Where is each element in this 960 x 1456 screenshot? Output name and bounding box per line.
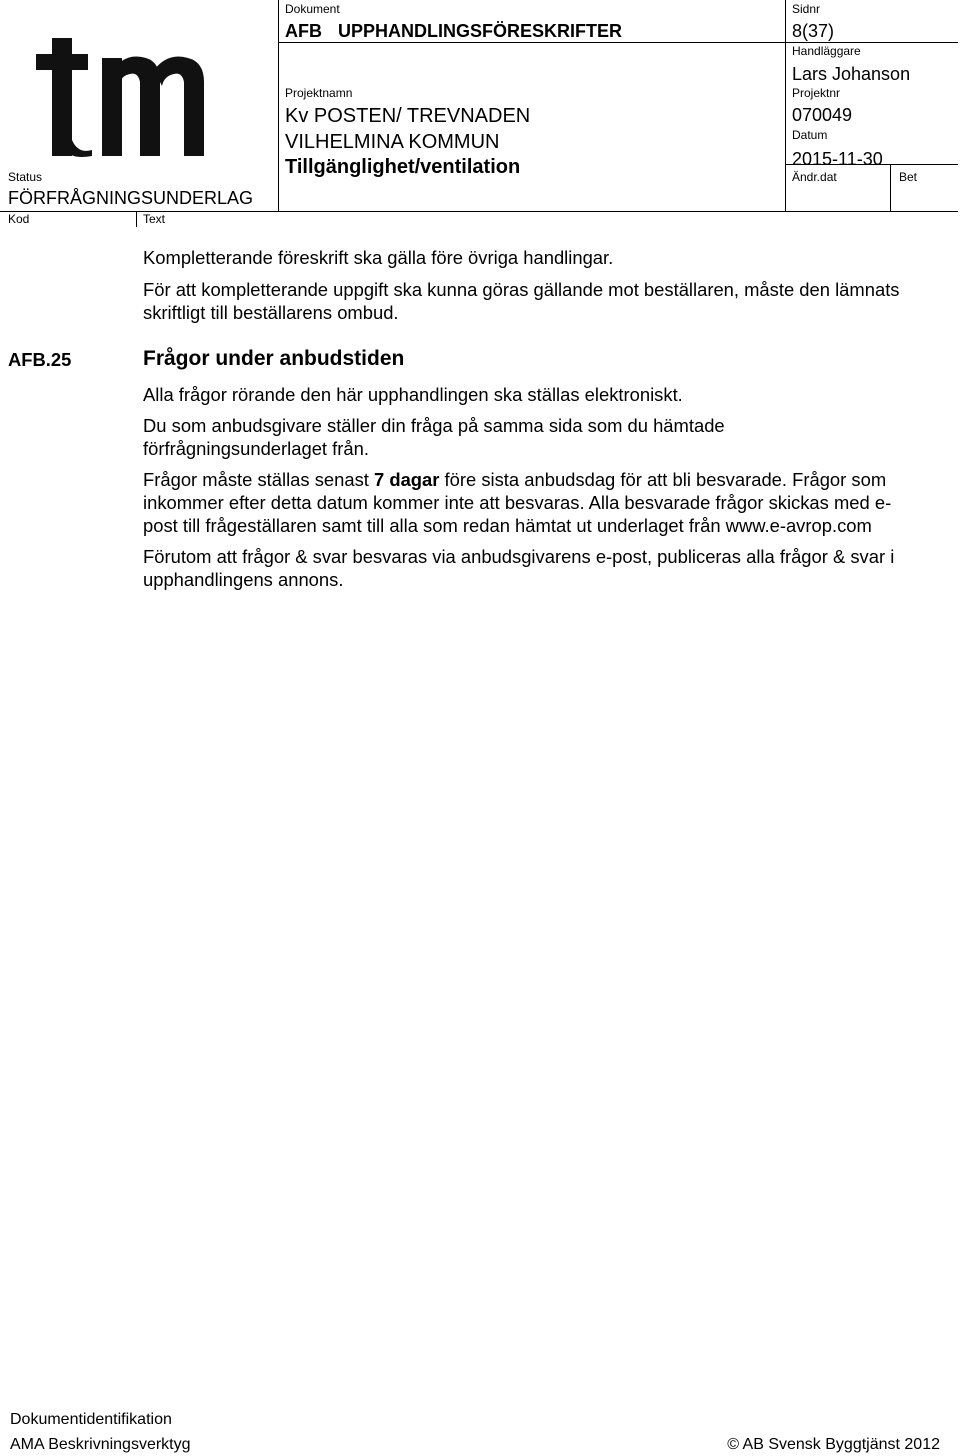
andr-label: Ändr.dat [792,170,837,184]
footer-tool: AMA Beskrivningsverktyg [10,1436,191,1453]
paragraph-3-end: före sista anbudsdag för att bli besvarade. Frågor som inkommer efter detta datum kommer inte att besvaras. Alla besvarade frågor skickas med e-post till frågeställaren samt till alla som redan hämtat ut underlaget från www.e-avrop.com [143,469,892,536]
dokument-label: Dokument [285,2,340,16]
tm-logo [30,30,220,158]
divider [890,164,891,211]
divider [278,42,785,43]
datum-value: 2015-11-30 [792,149,883,169]
section-body [143,383,903,591]
projektnr-value: 070049 [792,105,853,125]
intro-block [143,246,903,324]
paragraph-3 [143,468,903,537]
footer-copyright [727,1435,940,1454]
sidnr-value: 8(37) [792,21,835,41]
copyright-icon: © [727,1436,739,1453]
paragraph-3-start: Frågor måste ställas senast [143,469,374,490]
projektnr-label: Projektnr [792,86,841,100]
divider [785,42,958,43]
project-line3: Tillgänglighet/ventilation [285,156,521,178]
project-line2: VILHELMINA KOMMUN [285,131,500,153]
datum-label: Datum [792,128,828,142]
deadline-emphasis: 7 dagar [374,469,440,490]
paragraph-2: Du som anbudsgivare ställer din fråga på samma sida som du hämtade förfrågningsunderlaget från. [143,415,725,459]
status-value: FÖRFRÅGNINGSUNDERLAG [8,188,254,208]
footer-doc-id: Dokumentidentifikation [10,1411,172,1428]
copyright-text: AB Svensk Byggtjänst 2012 [742,1436,940,1453]
handlaggare-value: Lars Johanson [792,64,911,84]
intro-paragraph-2: För att kompletterande uppgift ska kunna göras gällande mot beställaren, måste den lämnats skriftligt till beställarens ombud. [143,279,900,323]
dokument-code: AFB [285,21,322,41]
paragraph-4: Förutom att frågor & svar besvaras via anbudsgivarens e-post, publiceras alla frågor & svar i upphandlingens annons. [143,546,895,590]
intro-paragraph-1: Kompletterande föreskrift ska gälla före övriga handlingar. [143,247,614,268]
bet-label: Bet [899,170,918,184]
status-label: Status [8,170,43,184]
sidnr-label: Sidnr [792,2,821,16]
dokument-title: UPPHANDLINGSFÖRESKRIFTER [338,21,623,41]
divider [278,0,279,211]
project-line1: Kv POSTEN/ TREVNADEN [285,105,531,127]
section-title: Frågor under anbudstiden [143,347,405,370]
text-label: Text [143,212,166,226]
section-code: AFB.25 [8,349,72,370]
projektnamn-label: Projektnamn [285,86,353,100]
divider [136,211,137,227]
divider [785,0,786,211]
kod-label: Kod [8,212,30,226]
paragraph-1: Alla frågor rörande den här upphandlingen ska ställas elektroniskt. [143,384,683,405]
handlaggare-label: Handläggare [792,44,861,58]
